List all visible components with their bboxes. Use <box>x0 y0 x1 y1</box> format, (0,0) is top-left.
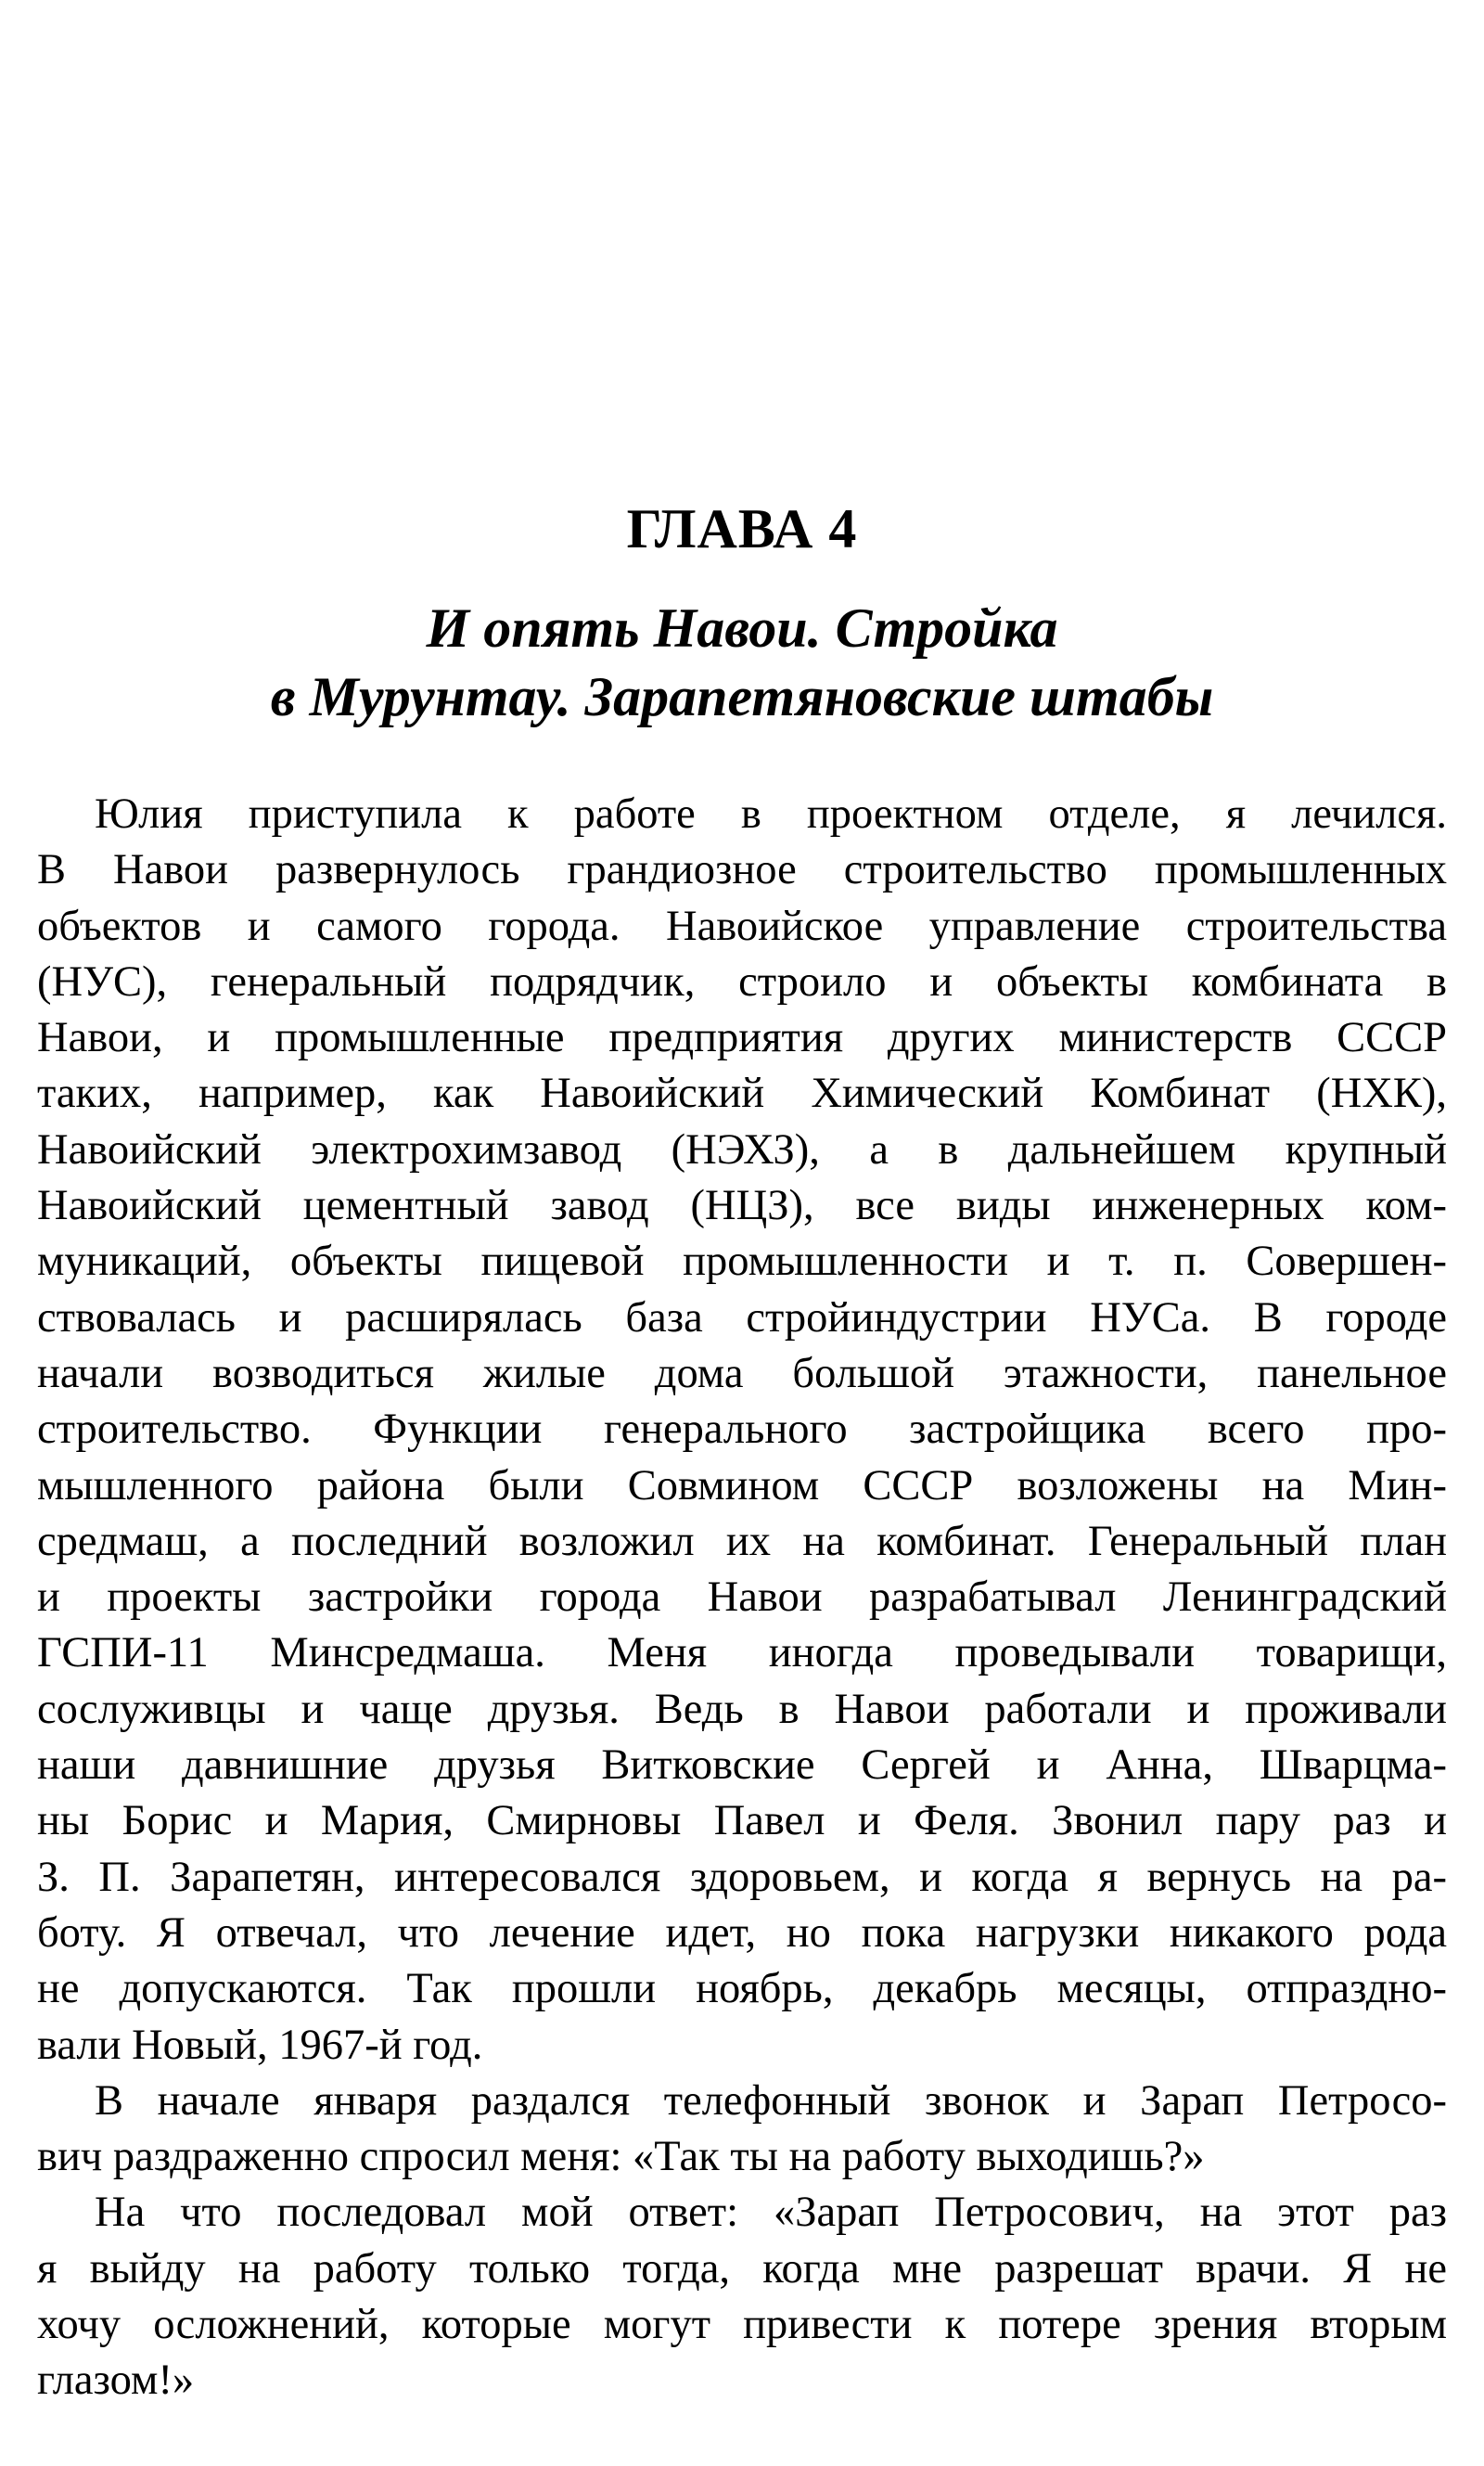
body-text <box>37 787 1447 2409</box>
text-line: ГСПИ-11 Минсредмаша. Меня иногда проведывали товарищи, <box>37 1629 1448 1677</box>
chapter-subtitle-line-1: И опять Навои. Стройка <box>426 597 1058 659</box>
paragraph-2 <box>37 2074 1447 2186</box>
text-line: вич раздраженно спросил меня: «Так ты на работу выходишь?» <box>37 2133 1205 2181</box>
text-line: средмаш, а последний возложил их на комбинат. Генеральный план <box>37 1517 1447 1565</box>
text-line: Навои, и промышленные предприятия других министерств СССР <box>37 1014 1448 1062</box>
text-line: муникаций, объекты пищевой промышленности и т. п. Совершен- <box>37 1238 1447 1286</box>
text-line: Навоийский электрохимзавод (НЭХЗ), а в дальнейшем крупный <box>37 1125 1447 1174</box>
text-line: строительство. Функции генерального застройщика всего про- <box>37 1406 1447 1454</box>
text-line: начали возводиться жилые дома большой этажности, панельное <box>37 1349 1447 1397</box>
text-line: таких, например, как Навоийский Химический Комбинат (НХК), <box>37 1070 1448 1118</box>
text-line: глазом!» <box>37 2357 195 2405</box>
paragraph-3 <box>37 2185 1447 2408</box>
text-line: В начале января раздался телефонный звонок и Зарап Петросо- <box>95 2076 1448 2125</box>
book-page <box>37 0 1447 2466</box>
text-line: З. П. Зарапетян, интересовался здоровьем, и когда я вернусь на ра- <box>37 1853 1447 1901</box>
text-line: сослуживцы и чаще друзья. Ведь в Навои работали и проживали <box>37 1685 1448 1733</box>
text-line: хочу осложнений, которые могут привести к потере зрения вторым <box>37 2301 1448 2349</box>
text-line: и проекты застройки города Навои разрабатывал Ленинградский <box>37 1573 1447 1622</box>
chapter-title: ГЛАВА 4 <box>626 498 858 559</box>
text-line: боту. Я отвечал, что лечение идет, но пока нагрузки никакого рода <box>37 1908 1447 1957</box>
text-line: ствовалась и расширялась база стройиндустрии НУСа. В городе <box>37 1293 1448 1342</box>
text-line: Навоийский цементный завод (НЦЗ), все виды инженерных ком- <box>37 1182 1447 1230</box>
chapter-subtitle <box>37 594 1447 731</box>
text-line: В Навои развернулось грандиозное строительство промышленных <box>37 846 1447 894</box>
text-line: наши давнишние друзья Витковские Сергей и Анна, Шварцма- <box>37 1741 1448 1790</box>
text-line: объектов и самого города. Навоийское управление строительства <box>37 902 1447 950</box>
text-line: (НУС), генеральный подрядчик, строило и объекты комбината в <box>37 957 1447 1006</box>
text-line: Юлия приступила к работе в проектном отделе, я лечился. <box>95 790 1447 838</box>
chapter-subtitle-line-2: в Мурунтау. Зарапетяновские штабы <box>270 666 1214 727</box>
text-line: мышленного района были Совмином СССР возложены на Мин- <box>37 1461 1447 1509</box>
paragraph-1 <box>37 787 1447 2074</box>
text-line: На что последовал мой ответ: «Зарап Петросович, на этот раз <box>95 2189 1447 2237</box>
text-line: я выйду на работу только тогда, когда мне разрешат врачи. Я не <box>37 2244 1448 2293</box>
text-line: не допускаются. Так прошли ноябрь, декабрь месяцы, отпраздно- <box>37 1965 1447 2013</box>
text-line: ны Борис и Мария, Смирновы Павел и Феля. Звонил пару раз и <box>37 1797 1447 1845</box>
text-line: вали Новый, 1967-й год. <box>37 2021 483 2069</box>
